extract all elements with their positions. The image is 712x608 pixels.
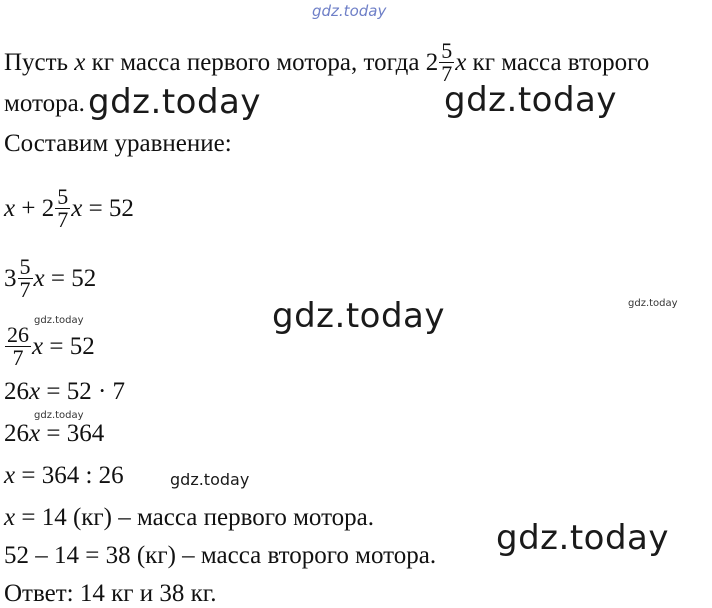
compose-heading: Составим уравнение: [4, 130, 232, 157]
eq5-coefficient: 26 [4, 420, 29, 447]
eq1-mixed-whole: 2 [41, 195, 55, 223]
fraction-5-7 [439, 40, 454, 85]
eq1-result: = 52 [82, 195, 134, 223]
watermark-small-1: gdz.today [628, 298, 678, 309]
equation-2 [4, 254, 97, 303]
equation-3 [4, 322, 95, 371]
intro-text-b: кг масса первого мотора, тогда [85, 49, 426, 77]
intro-text-a: Пусть [4, 49, 75, 77]
intro-line-1 [4, 38, 650, 87]
variable-x: x [33, 265, 45, 293]
eq3-fraction [5, 324, 31, 369]
fraction-denominator: 7 [12, 345, 24, 370]
variable-x: x [29, 378, 41, 405]
fraction-denominator: 7 [19, 277, 31, 302]
eq1-plus: + [15, 195, 42, 223]
variable-x: x [29, 420, 41, 447]
eq6-result: = 364 : 26 [15, 462, 124, 489]
variable-x: x [71, 195, 83, 223]
eq3-result: = 52 [43, 333, 95, 361]
fraction-denominator: 7 [441, 61, 453, 86]
intro-text-c: кг масса второго [466, 49, 650, 77]
fraction-numerator: 26 [7, 322, 29, 347]
equation-5 [4, 420, 104, 448]
equation-7 [4, 504, 374, 532]
watermark-small-2: gdz.today [34, 315, 84, 326]
eq2-result: = 52 [44, 265, 97, 293]
watermark-2: gdz.today [444, 80, 617, 120]
equation-4 [4, 378, 125, 406]
variable-x: x [4, 195, 16, 223]
intro-line-2: мотора. [4, 90, 85, 117]
fraction-denominator: 7 [57, 207, 69, 232]
fraction-numerator: 5 [441, 38, 453, 63]
eq2-mixed-whole: 3 [4, 265, 17, 293]
fraction-numerator: 5 [57, 184, 69, 209]
variable-x: x [32, 333, 44, 361]
equation-8: 52 – 14 = 38 (кг) – масса второго мотора. [4, 542, 437, 569]
eq7-result: = 14 (кг) – масса первого мотора. [15, 504, 375, 531]
variable-x: x [4, 504, 16, 531]
watermark-small-3: gdz.today [34, 410, 84, 421]
mixed-whole: 2 [425, 49, 439, 77]
fraction-numerator: 5 [19, 254, 31, 279]
variable-x: x [4, 462, 16, 489]
watermark-1: gdz.today [88, 82, 261, 122]
variable-x: x [455, 49, 467, 77]
answer-line: Ответ: 14 кг и 38 кг. [4, 580, 217, 607]
eq4-result: = 52 · 7 [40, 378, 126, 405]
equation-1 [4, 184, 134, 233]
eq5-result: = 364 [40, 420, 105, 447]
eq2-fraction [18, 256, 33, 301]
watermark-4: gdz.today [496, 518, 669, 558]
equation-6 [4, 462, 124, 490]
watermark-small-4: gdz.today [170, 470, 250, 489]
eq1-fraction [55, 186, 70, 231]
variable-x: x [74, 49, 86, 77]
eq4-coefficient: 26 [4, 378, 29, 405]
watermark-3: gdz.today [272, 296, 445, 336]
watermark-top: gdz.today [312, 2, 387, 20]
